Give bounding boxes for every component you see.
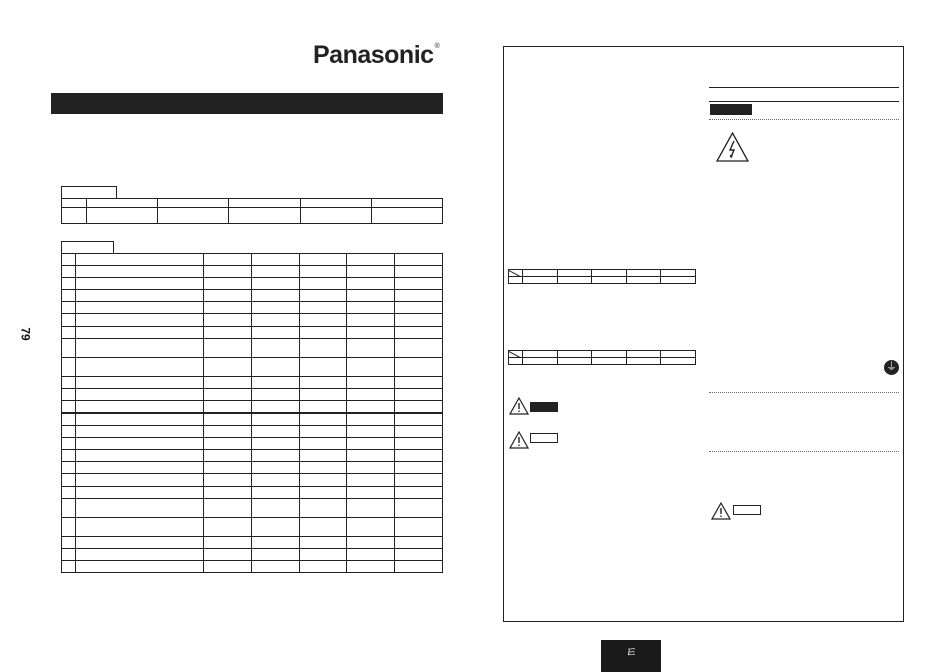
table-tab-2 — [61, 241, 114, 253]
brand-logo: Panasonic® — [313, 41, 440, 69]
heading-label-black — [710, 104, 752, 115]
page-number: 79 — [18, 327, 33, 341]
small-table-1 — [508, 269, 696, 284]
warning-label-black — [530, 402, 558, 412]
grounding-icon: ⏚ — [886, 361, 897, 373]
warning-triangle-icon — [509, 431, 529, 449]
warning-triangle-icon — [711, 502, 731, 520]
spec-table-lower — [61, 413, 443, 573]
rule-top — [709, 87, 899, 88]
caution-label — [530, 433, 558, 443]
safety-notice-frame — [503, 46, 904, 622]
dotted-divider — [709, 119, 899, 120]
spec-table-upper — [61, 253, 443, 413]
section-title-bar — [51, 93, 443, 114]
rule-second — [709, 101, 899, 102]
electric-shock-icon — [716, 132, 749, 162]
summary-table — [61, 198, 443, 224]
dotted-divider — [709, 392, 899, 393]
language-tab: ヨ — [601, 640, 661, 672]
warning-triangle-icon — [509, 397, 529, 415]
dotted-divider — [709, 451, 899, 452]
caution-label — [733, 505, 761, 515]
small-table-2 — [508, 350, 696, 365]
table-tab-1 — [61, 186, 117, 198]
